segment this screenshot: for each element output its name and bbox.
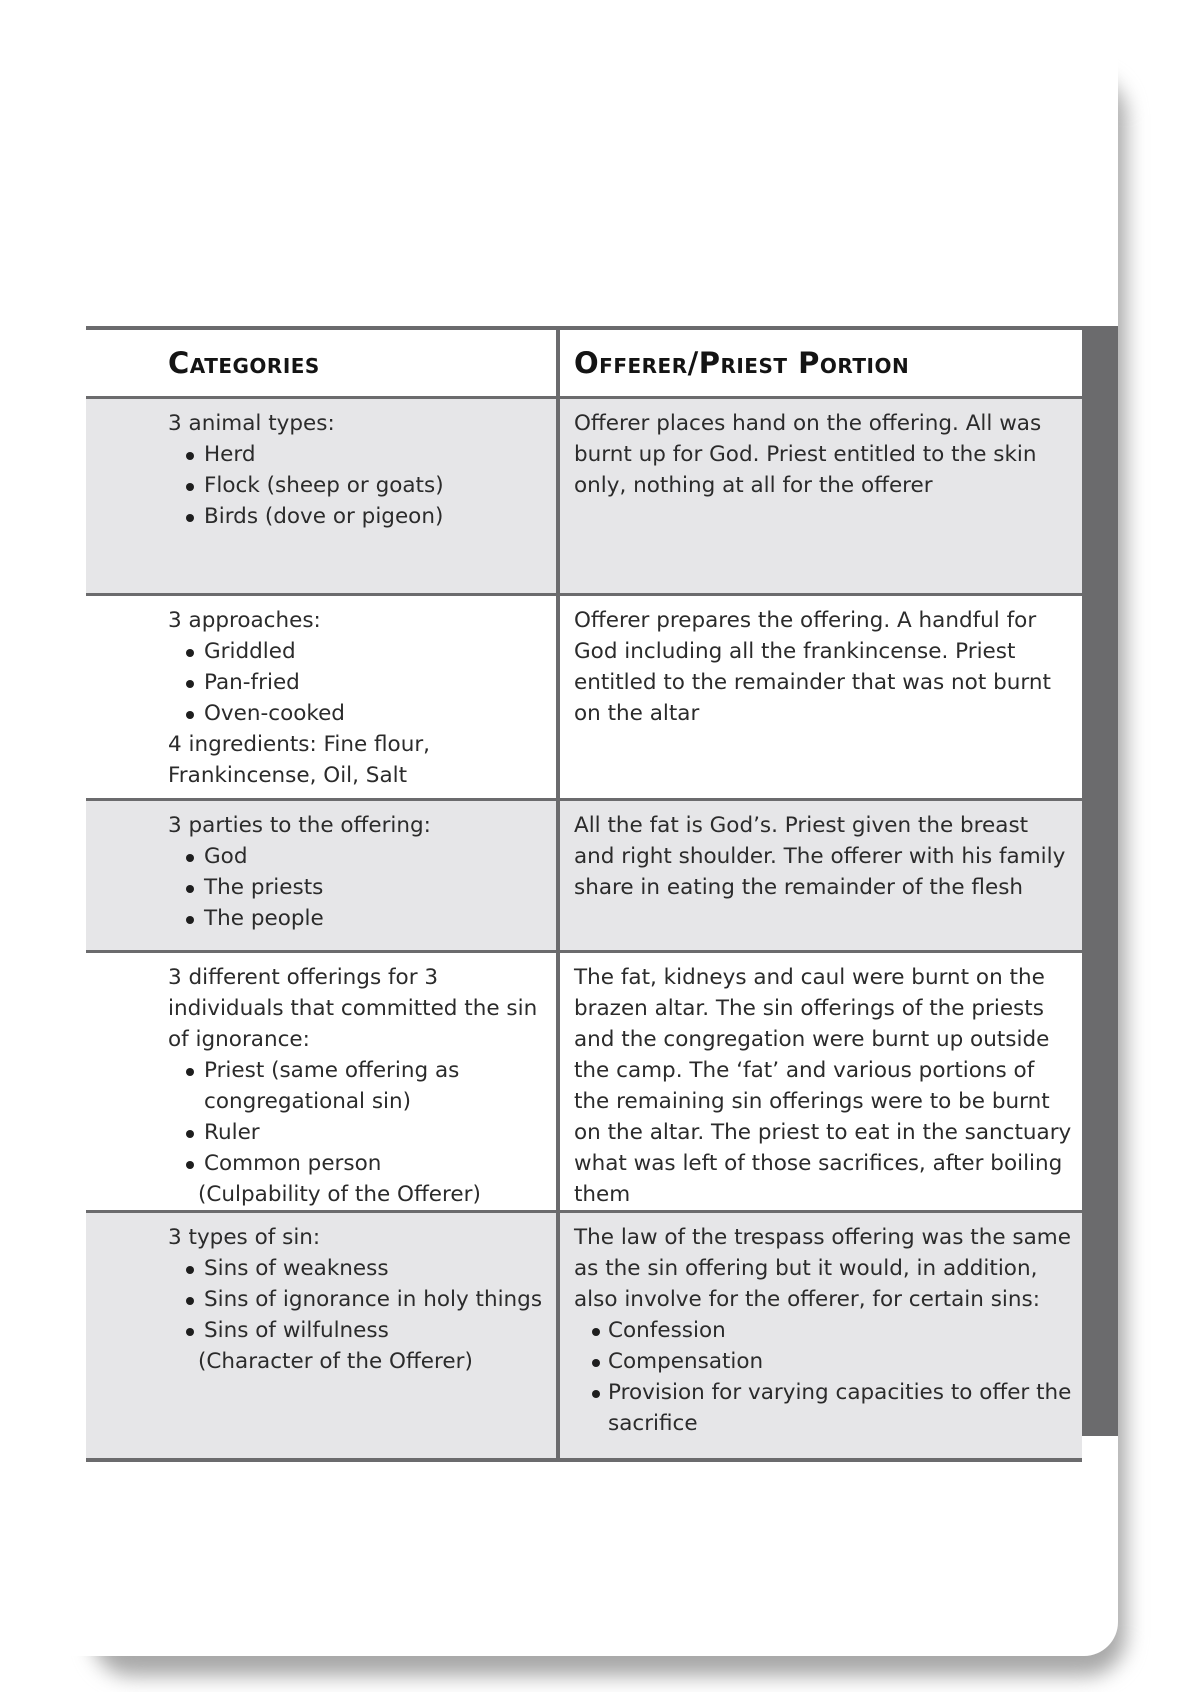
- table-row: [86, 952, 1082, 1212]
- table-row: [86, 595, 1082, 800]
- category-list: [168, 841, 552, 934]
- category-list: [168, 1055, 552, 1179]
- list-item: Birds (dove or pigeon): [168, 501, 552, 532]
- table-container: [86, 326, 1118, 1462]
- portion-text: Offerer prepares the offering. A handful for God including all the frankincense. Priest entitled to the remainder that was not burnt on the altar: [574, 608, 1051, 726]
- list-item: Priest (same offering as congregational sin): [168, 1055, 552, 1117]
- category-extra: 4 ingredients: Fine flour, Frankincense, Oil, Salt: [168, 732, 430, 788]
- category-cell: [86, 398, 558, 595]
- category-cell: [86, 595, 558, 800]
- portion-cell: [558, 800, 1082, 952]
- list-item: Common person: [168, 1148, 552, 1179]
- portion-text: The fat, kidneys and caul were burnt on the brazen altar. The sin offerings of the priests and the congregation were burnt up outside the camp. The ‘fat’ and various portions of the remaining sin offerings were to be burnt on the altar. The priest to eat in the sanctuary what was left of those sacrifices, after boiling them: [574, 965, 1072, 1207]
- category-note: (Character of the Offerer): [198, 1349, 473, 1374]
- table-row: [86, 1212, 1082, 1460]
- portion-cell: [558, 952, 1082, 1212]
- list-item: The people: [168, 903, 552, 934]
- list-item: Griddled: [168, 636, 552, 667]
- list-item: Herd: [168, 439, 552, 470]
- offerings-table: [86, 326, 1082, 1462]
- category-intro: 3 different offerings for 3 individuals that committed the sin of ignorance:: [168, 965, 538, 1052]
- category-intro: 3 types of sin:: [168, 1225, 321, 1250]
- category-intro: 3 parties to the offering:: [168, 813, 431, 838]
- portion-list: [574, 1315, 1072, 1439]
- category-cell: [86, 800, 558, 952]
- portion-cell: [558, 398, 1082, 595]
- list-item: The priests: [168, 872, 552, 903]
- category-note: (Culpability of the Offerer): [198, 1182, 481, 1207]
- portion-text: All the fat is God’s. Priest given the breast and right shoulder. The offerer with his family share in eating the remainder of the flesh: [574, 813, 1066, 900]
- list-item: Confession: [574, 1315, 1072, 1346]
- portion-text: Offerer places hand on the offering. All was burnt up for God. Priest entitled to the skin only, nothing at all for the offerer: [574, 411, 1042, 498]
- portion-cell: [558, 1212, 1082, 1460]
- table-row: [86, 800, 1082, 952]
- list-item: Oven-cooked: [168, 698, 552, 729]
- portion-cell: [558, 595, 1082, 800]
- category-cell: [86, 1212, 558, 1460]
- list-item: Sins of weakness: [168, 1253, 552, 1284]
- table-row: [86, 398, 1082, 595]
- list-item: Ruler: [168, 1117, 552, 1148]
- list-item: Sins of wilfulness: [168, 1315, 552, 1346]
- list-item: Provision for varying capacities to offer the sacrifice: [574, 1377, 1072, 1439]
- header-row: [86, 328, 1082, 398]
- list-item: God: [168, 841, 552, 872]
- list-item: Compensation: [574, 1346, 1072, 1377]
- category-list: [168, 439, 552, 532]
- list-item: Sins of ignorance in holy things: [168, 1284, 552, 1315]
- list-item: Pan-fried: [168, 667, 552, 698]
- category-intro: 3 approaches:: [168, 608, 321, 633]
- category-list: [168, 1253, 552, 1346]
- header-categories: Categories: [86, 328, 558, 398]
- list-item: Flock (sheep or goats): [168, 470, 552, 501]
- category-list: [168, 636, 552, 729]
- header-portion: Offerer/Priest Portion: [558, 328, 1082, 398]
- category-intro: 3 animal types:: [168, 411, 335, 436]
- category-cell: [86, 952, 558, 1212]
- portion-text: The law of the trespass offering was the same as the sin offering but it would, in addition, also involve for the offerer, for certain sins:: [574, 1225, 1071, 1312]
